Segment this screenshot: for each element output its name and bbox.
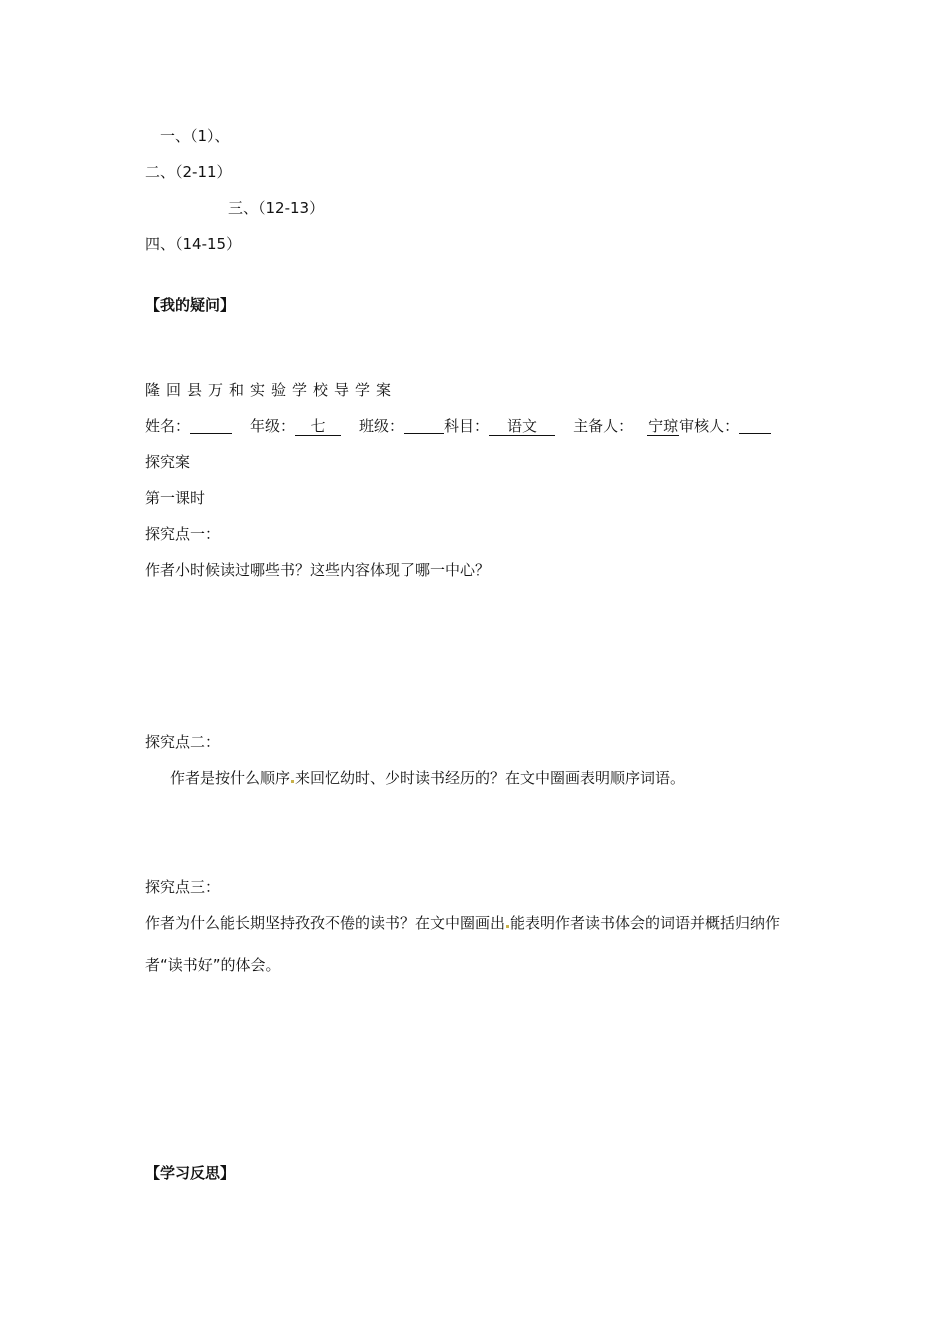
- grade-label: 年级：: [250, 417, 296, 435]
- marker-dot: [291, 780, 294, 783]
- name-label: 姓名：: [145, 417, 191, 435]
- name-blank[interactable]: [190, 417, 232, 434]
- point2-title: 探究点二：: [145, 733, 221, 751]
- class-label: 班级：: [359, 417, 405, 435]
- point2-question: [170, 768, 685, 788]
- subject-value: 语文: [489, 417, 555, 436]
- class-blank[interactable]: [404, 417, 444, 434]
- point2-question-b: 来回忆幼时、少时读书经历的？在文中圈画表明顺序词语。: [295, 769, 686, 787]
- point3-title: 探究点三：: [145, 878, 221, 896]
- point1-question: 作者小时候读过哪些书？这些内容体现了哪一中心？: [145, 561, 491, 579]
- point3-question-line2: 者“读书好”的体会。: [145, 956, 281, 974]
- outline-part3: 三、（12-13）: [228, 199, 325, 217]
- reviewer-blank[interactable]: [739, 417, 771, 434]
- point3-question-a: 作者为什么能长期坚持孜孜不倦的读书？在文中圈画出: [145, 914, 506, 932]
- case-title: 探究案: [145, 453, 191, 471]
- grade-value: 七: [295, 417, 341, 436]
- info-row: [145, 416, 771, 436]
- outline-part2: 二、（2-11）: [145, 163, 232, 181]
- outline-part1: 一、（1）、: [160, 127, 230, 145]
- point3-question-line1: [145, 913, 780, 933]
- point2-question-a: 作者是按什么顺序: [170, 769, 291, 787]
- my-questions-heading: 【我的疑问】: [145, 296, 236, 314]
- preparer-label: 主备人：: [573, 417, 634, 435]
- reviewer-label: 审核人：: [679, 417, 740, 435]
- marker-dot: [506, 925, 509, 928]
- reflection-heading: 【学习反思】: [145, 1164, 236, 1182]
- subject-label: 科目：: [444, 417, 490, 435]
- preparer-value: 宁琼: [648, 417, 679, 435]
- point3-question-b: 能表明作者读书体会的词语并概括归纳作: [510, 914, 781, 932]
- outline-part4: 四、（14-15）: [145, 235, 242, 253]
- school-title: 隆回县万和实验学校导学案: [145, 381, 398, 399]
- lesson-label: 第一课时: [145, 489, 206, 507]
- point1-title: 探究点一：: [145, 525, 221, 543]
